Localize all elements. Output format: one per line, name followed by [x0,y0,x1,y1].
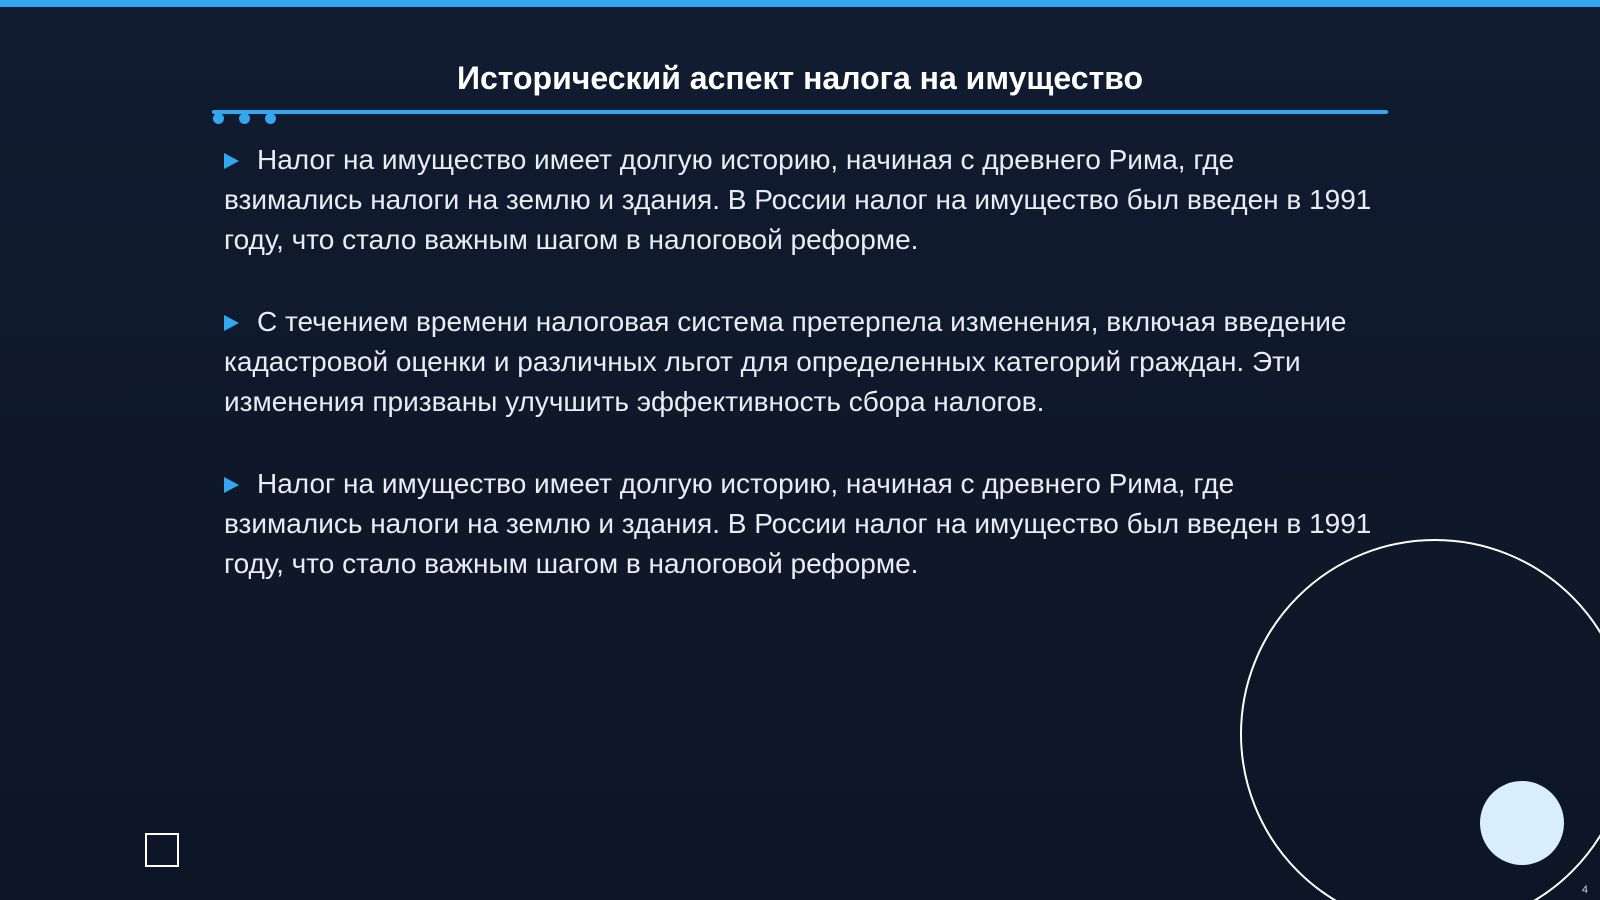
decor-square-outline [145,833,179,867]
triangle-right-icon [224,315,239,331]
decor-filled-circle [1480,781,1564,865]
triangle-right-icon [224,153,239,169]
bullet-item [224,464,1380,584]
bullet-text: Налог на имущество имеет долгую историю, начиная с древнего Рима, где взимались налоги на землю и здания. В России налог на имущество был введен в 1991 году, что стало важным шагом в налоговой реформе. [224,468,1372,579]
page-number: 4 [1581,884,1588,896]
slide-title: Исторический аспект налога на имущество [456,60,1144,96]
bullet-list [224,140,1380,626]
title-underline [212,110,1388,114]
top-accent-bar [0,0,1600,7]
decor-dot [239,113,250,124]
bullet-text: С течением времени налоговая система претерпела изменения, включая введение кадастровой оценки и различных льгот для определенных категорий граждан. Эти изменения призваны улучшить эффективность сбора налогов. [224,306,1347,417]
bullet-item [224,140,1380,260]
decor-dot [265,113,276,124]
bullet-text: Налог на имущество имеет долгую историю, начиная с древнего Рима, где взимались налоги на землю и здания. В России налог на имущество был введен в 1991 году, что стало важным шагом в налоговой реформе. [224,144,1372,255]
bullet-item [224,302,1380,422]
triangle-right-icon [224,477,239,493]
decor-dot [213,113,224,124]
